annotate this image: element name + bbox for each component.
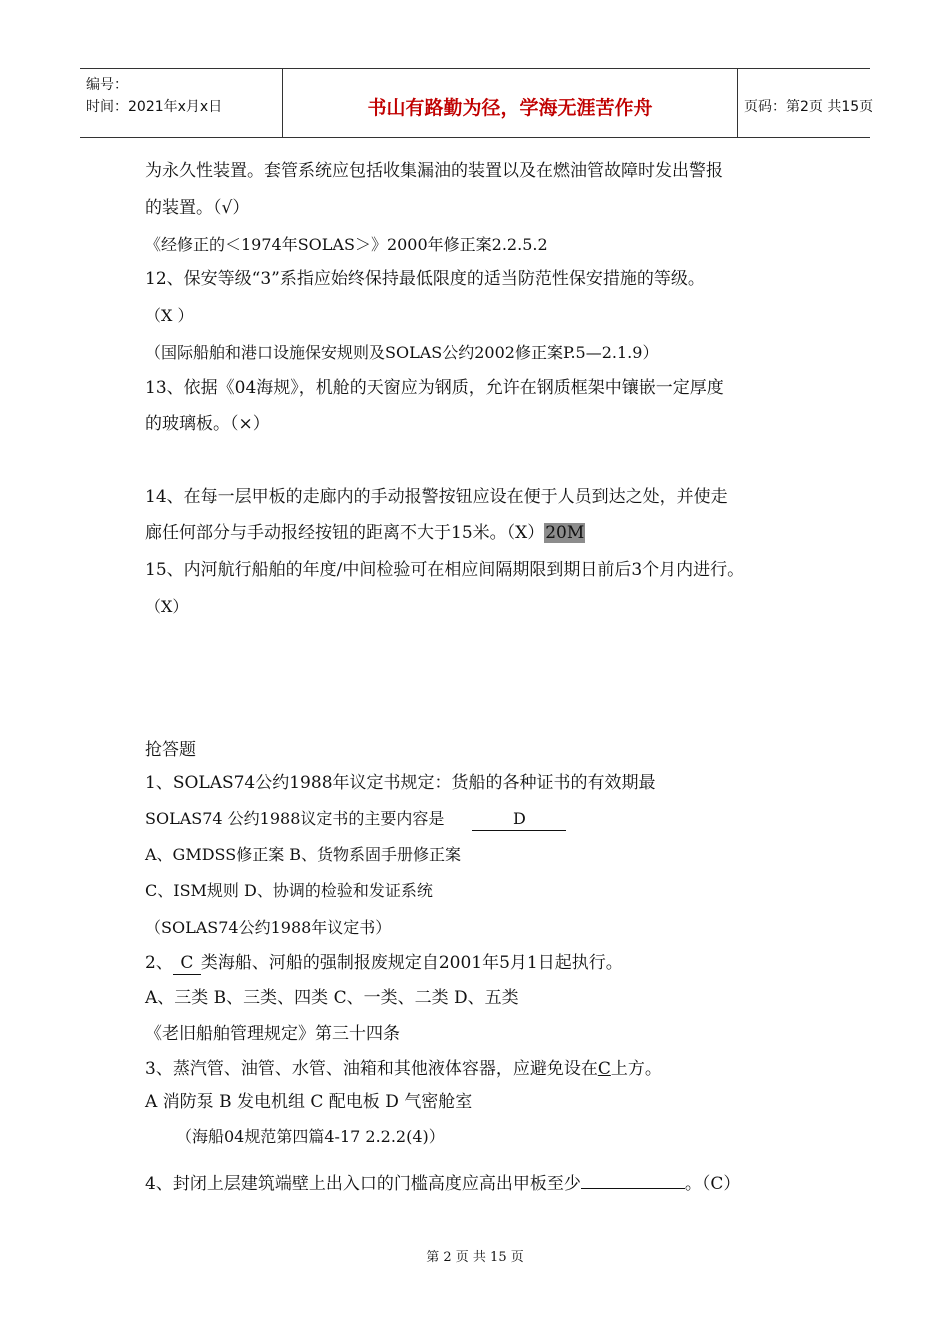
question-13: 13、依据《04海规》，机舱的天窗应为钢质，允许在钢质框架中镶嵌一定厚度 [145, 378, 724, 398]
section-heading: 抢答题 [145, 740, 196, 760]
text-fragment: 类海船、河船的强制报废规定自2001年5月1日起执行。 [200, 953, 623, 973]
header-motto-cell [282, 69, 738, 137]
text-fragment: 2、 [145, 953, 173, 973]
highlighted-note: 20M [545, 523, 585, 543]
text-fragment: 4、封闭上层建筑端壁上出入口的门槛高度应高出甲板至少 [145, 1174, 581, 1194]
option-line: A、三类 B、三类、四类 C、一类、二类 D、五类 [145, 988, 519, 1008]
text-fragment: SOLAS74 公约1988议定书的主要内容是 [145, 809, 445, 828]
text-fragment: 3、蒸汽管、油管、水管、油箱和其他液体容器，应避免设在 [145, 1059, 598, 1079]
document-header [80, 68, 874, 138]
page-footer: 第 2 页 共 15 页 [426, 1250, 524, 1265]
text-fragment: 廊任何部分与手动报经按钮的距离不大于15米。（X） [145, 523, 545, 543]
reference-line: （SOLAS74公约1988年议定书） [145, 918, 392, 937]
reference-line: 《经修正的＜1974年SOLAS＞》2000年修正案2.2.5.2 [145, 235, 548, 254]
text-line: 的玻璃板。（×） [145, 414, 270, 434]
answer-15: （X） [145, 597, 189, 616]
text-fragment: 。（C） [684, 1174, 741, 1194]
quiz-question-1: 1、SOLAS74公约1988年议定书规定：货船的各种证书的有效期最 [145, 773, 656, 793]
answer-12: （X ） [145, 306, 194, 325]
question-15: 15、内河航行船舶的年度/中间检验可在相应间隔期限到期日前后3个月内进行。 [145, 560, 745, 580]
time-label: 时间：2021年x月x日 [86, 99, 223, 115]
question-12: 12、保安等级“3”系指应始终保持最低限度的适当防范性保安措施的等级。 [145, 269, 705, 289]
text-line [145, 522, 585, 544]
reference-line: （国际船舶和港口设施保安规则及SOLAS公约2002修正案P.5—2.1.9） [145, 343, 659, 362]
reference-line: （海船04规范第四篇4-17 2.2.2(4)） [176, 1127, 445, 1146]
answer-value: C [180, 953, 194, 973]
text-fragment: 上方。 [610, 1059, 662, 1079]
option-line: A 消防泵 B 发电机组 C 配电板 D 气密舱室 [145, 1092, 473, 1112]
text-line: 为永久性装置。套管系统应包括收集漏油的装置以及在燃油管故障时发出警报 [145, 161, 723, 181]
answer-value: C [597, 1059, 611, 1079]
quiz-question-2 [145, 952, 623, 975]
answer-blank [581, 1170, 685, 1189]
motto: 书山有路勤为径，学海无涯苦作舟 [367, 97, 653, 119]
reference-line: 《老旧船舶管理规定》第三十四条 [145, 1024, 400, 1044]
text-line: 的装置。（√） [145, 198, 250, 218]
option-line: C、ISM规则 D、协调的检验和发证系统 [145, 881, 433, 900]
page-label: 页码：第2页 共15页 [744, 99, 874, 115]
header-info-cell [80, 69, 282, 137]
answer-blank [173, 952, 201, 975]
answer-blank [472, 808, 566, 831]
question-14: 14、在每一层甲板的走廊内的手动报警按钮应设在便于人员到达之处，并使走 [145, 487, 728, 507]
quiz-question-1-stem [145, 808, 566, 831]
quiz-question-4 [145, 1170, 740, 1195]
quiz-question-3 [145, 1058, 662, 1080]
header-page-cell [736, 69, 874, 137]
number-label: 编号： [86, 77, 128, 93]
option-line: A、GMDSS修正案 B、货物系固手册修正案 [145, 845, 462, 864]
answer-value: D [512, 809, 526, 828]
